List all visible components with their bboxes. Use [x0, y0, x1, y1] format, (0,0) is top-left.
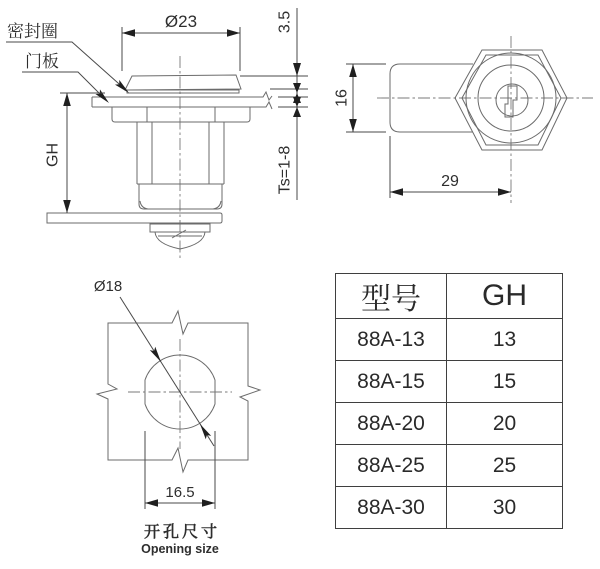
dim-hole-diameter-text: Ø18	[93, 278, 123, 295]
cap-outline	[125, 75, 241, 90]
gh-cell: 30	[447, 487, 563, 529]
panel-square	[97, 311, 260, 472]
table-row	[336, 403, 563, 445]
dim-arrow	[122, 29, 135, 37]
model-cell: 88A-25	[336, 445, 447, 487]
dim-arrow	[498, 188, 511, 196]
table-row	[336, 487, 563, 529]
dim-flat-width-text: 16.5	[165, 484, 195, 501]
table-row	[336, 445, 563, 487]
door-panel-bottom-line	[92, 102, 272, 109]
dim-body-length-text: 29	[441, 173, 459, 190]
dim-grip-height-text: GH	[44, 143, 62, 167]
dim-panel-thickness-text: Ts=1-8	[276, 145, 294, 195]
table-row	[336, 319, 563, 361]
opening-caption-en: Opening size	[141, 542, 219, 556]
lock-body	[137, 122, 224, 184]
dim-arrow	[145, 499, 158, 507]
spec-table	[335, 273, 563, 529]
table-row	[336, 361, 563, 403]
dim-cap-height-text: 3.5	[276, 10, 294, 34]
model-cell: 88A-20	[336, 403, 447, 445]
gh-cell: 25	[447, 445, 563, 487]
model-cell: 88A-13	[336, 319, 447, 361]
seal-ring-label: 密封圈	[7, 22, 58, 41]
opening-caption-zh: 开孔尺寸	[143, 524, 221, 541]
dim-arrow	[349, 64, 357, 77]
dim-arrow	[293, 63, 301, 76]
dim-arrow	[349, 119, 357, 132]
cam-plate	[47, 213, 222, 223]
model-cell: 88A-30	[336, 487, 447, 529]
dim-grip-height	[45, 93, 105, 213]
step-block	[139, 184, 222, 209]
hex-nut	[112, 107, 250, 122]
front-view	[6, 8, 308, 258]
header-model: 型号	[336, 274, 447, 319]
dim-cap-diameter-text: Ø23	[164, 12, 198, 31]
side-view	[334, 36, 593, 203]
dim-arrow	[227, 29, 240, 37]
dim-grip-height-lines	[60, 93, 105, 213]
dim-right-stack	[240, 8, 308, 200]
step-block-fillets	[140, 201, 221, 209]
gh-cell: 13	[447, 319, 563, 361]
dim-hole-diameter	[94, 278, 214, 446]
seal-ring-shape	[127, 90, 239, 93]
dim-body-height-text: 16	[333, 89, 351, 107]
dim-arrow	[202, 499, 215, 507]
dim-hole-diameter-line	[120, 297, 214, 446]
dim-arrow	[390, 188, 403, 196]
hex-nut-facets	[147, 107, 215, 122]
dim-cap-diameter	[122, 12, 240, 71]
dim-arrow	[150, 347, 164, 364]
dim-arrow	[63, 93, 71, 106]
door-panel-label: 门板	[25, 52, 59, 71]
header-gh: GH	[447, 274, 563, 319]
model-cell: 88A-15	[336, 361, 447, 403]
keyhole-circle	[496, 84, 528, 116]
opening-view	[94, 278, 260, 556]
gh-cell: 15	[447, 361, 563, 403]
dim-cap-diameter-lines	[122, 27, 240, 71]
spec-table-header-row	[336, 274, 563, 319]
dim-arrow	[197, 422, 211, 439]
dim-arrow	[63, 200, 71, 213]
gh-cell: 20	[447, 403, 563, 445]
